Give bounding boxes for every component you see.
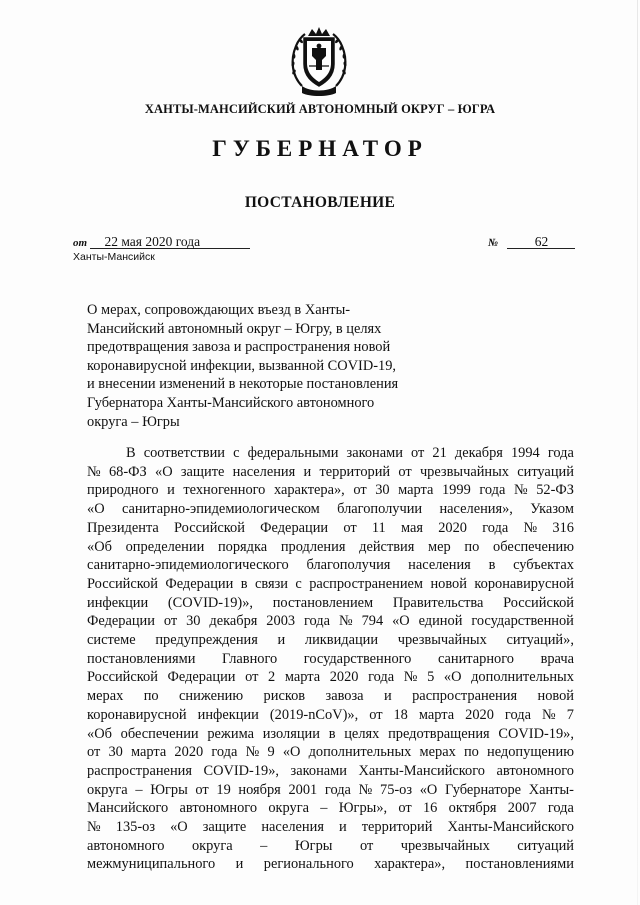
body-word: «О [170,819,188,836]
body-word: постановлением [272,594,374,611]
body-word: (COVID-19)», [167,594,254,611]
body-word: Югры», [338,800,388,817]
body-line [87,444,574,463]
body-word: режима [207,725,254,742]
body-line [87,519,574,538]
body-word: (2019-nCoV)», [269,706,359,723]
body-word: «О [155,463,173,480]
body-word: года [303,613,331,630]
decree-date-line [73,234,250,250]
body-word: марта [418,706,455,723]
body-word: и [235,856,244,873]
body-word: ноября [238,781,281,798]
body-line [87,650,574,669]
body-word: «О [87,501,105,518]
decree-date: 22 мая 2020 года [90,235,250,249]
body-line [87,538,574,557]
body-word: № [523,519,538,536]
body-word: COVID-19», [203,762,280,779]
body-word: 1994 [510,445,540,461]
body-word: 9 [267,744,275,761]
body-word: коронавирусной [474,575,574,592]
body-word: дополнительных [308,744,412,761]
body-word: 2020 [329,669,359,686]
body-word: защите [202,819,247,836]
body-line [87,781,574,800]
body-word: от [398,800,412,817]
body-word: продления [280,538,346,555]
body-word: Федерации [87,613,155,630]
body-word: территорий [319,463,391,480]
body-word: санитарно-эпидемиологического [87,557,289,574]
body-line [87,743,574,762]
number-prefix: № [488,237,499,249]
body-line [87,687,574,706]
body-word: 75-оз [380,781,413,798]
body-word: 68-ФЗ [108,463,147,480]
body-word: обеспечению [493,538,574,555]
body-word: № [87,463,101,480]
body-word: коронавирусной [87,706,187,723]
body-word: Федерации [167,669,236,686]
subject-line: и внесении изменений в некоторые постановления [87,376,399,393]
body-word: октября [448,800,497,817]
decree-city: Ханты-Мансийск [73,251,155,263]
body-word: единой [418,613,463,630]
body-word: благополучия [306,557,391,574]
body-word: 30 [375,482,390,499]
body-word: 30 [186,613,201,630]
body-word: 135-оз [115,819,156,836]
body-word: марта [284,669,321,686]
body-word: завоза [325,688,364,705]
body-word: № [245,744,260,761]
body-word: с [233,445,240,461]
body-line [87,855,574,874]
body-word: «О [443,669,462,686]
body-word: от [245,669,259,686]
body-word: законами [290,762,347,779]
body-word: населения», [439,501,513,518]
body-word: 2 [268,669,276,686]
subject-line: предотвращения завоза и распространения новой [87,339,391,356]
body-word: автономного [496,762,574,779]
body-line [87,463,574,482]
body-word: от [398,463,412,480]
body-word: рисков [263,688,306,705]
body-word: года [547,800,574,817]
body-word: санитарного [437,650,514,667]
body-word: обеспечении [120,725,199,742]
body-word: от [359,837,374,854]
body-word: года [211,744,238,761]
body-word: № [87,819,101,836]
body-word: 2007 [507,800,537,817]
body-word: благополучии [337,501,423,518]
body-word: от [163,613,178,630]
body-word: 1999 [441,482,471,499]
body-word: постановлениями [87,650,196,667]
body-word: по [143,688,159,705]
body-word: законами [346,445,403,461]
body-word: «О [392,613,410,630]
body-word: распространением [309,575,424,592]
body-word: ситуаций [517,837,574,854]
body-word: с [295,575,302,592]
body-word: населения [261,819,324,836]
body-word: № [541,706,556,723]
body-word: – [135,781,143,798]
body-word: В [126,445,136,461]
body-word: ситуаций», [506,632,574,649]
body-word: федеральными [247,445,339,461]
body-word: чрезвычайных [397,632,487,649]
body-word: 11 [371,519,386,536]
body-word: в [488,557,496,574]
body-word: 30 [108,744,123,761]
body-word: года [482,519,509,536]
body-line [87,762,574,781]
body-word: 7 [566,706,574,723]
body-word: года [547,445,574,461]
body-word: Федерации [165,575,234,592]
body-word: марта [398,482,434,499]
coat-of-arms-icon [288,26,350,98]
body-line [87,612,574,631]
body-word: в [240,575,248,592]
body-word: 2020 [174,744,204,761]
body-word: мер [428,538,451,555]
body-word: 316 [552,519,574,536]
body-word: года [324,781,351,798]
body-word: Федерации [260,519,329,536]
body-word: 16 [422,800,438,817]
body-word: декабря [209,613,258,630]
body-line [87,818,574,837]
body-word: изоляции [262,725,320,742]
body-word: 2003 [266,613,296,630]
body-word: от [87,744,101,761]
body-word: техногенного [183,482,266,499]
body-word: чрезвычайных [400,837,490,854]
body-word: мерах [419,744,456,761]
body-word: порядка [217,538,268,555]
body-word: Главного [221,650,278,667]
body-word: «Об [87,725,112,742]
body-word: «О [419,781,438,798]
body-word: характера», [374,856,446,873]
body-word: действия [359,538,415,555]
subject-line: округа – Югры [87,413,180,430]
body-word: населения [408,557,471,574]
body-word: 2020 [465,706,494,723]
body-word: 794 [361,613,384,630]
body-line [87,594,574,613]
body-word: округа [87,781,128,798]
body-word: целях [344,725,380,742]
body-word: № [513,482,528,499]
body-word: Мансийского [87,800,169,817]
body-word: Ханты-Мансийского [447,819,574,836]
body-word: «О [282,744,301,761]
body-line [87,837,574,856]
body-word: и [339,819,347,836]
body-word: Российской [87,575,158,592]
body-line [87,725,574,744]
body-word: недопущению [487,744,574,761]
body-line [87,799,574,818]
body-word: соответствии [143,445,226,461]
body-word: в [328,725,336,742]
body-word: Ханты- [528,781,574,798]
body-word: новой [430,575,467,592]
decree-number-line [488,234,575,250]
body-word: 2020 [438,519,467,536]
body-word: и [167,482,175,499]
body-word: новой [537,688,574,705]
body-word: и [303,463,312,480]
body-word: Указом [530,501,574,518]
decree-type-heading: ПОСТАНОВЛЕНИЕ [244,194,396,211]
body-word: от [411,445,425,461]
body-line [87,706,574,725]
date-prefix: от [73,237,88,249]
body-word: округа [268,800,309,817]
body-word: № [403,669,418,686]
body-word: 52-ФЗ [536,482,574,499]
body-word: распространения [87,762,192,779]
body-word: дополнительных [471,669,574,686]
governor-heading: ГУБЕРНАТОР [212,136,428,161]
body-word: снижению [179,688,244,705]
decree-body [87,444,574,874]
body-word: природного [87,482,159,499]
body-word: Губернаторе [444,781,522,798]
body-word: и [383,688,392,705]
body-word: межмуниципального [87,856,216,873]
body-word: от [195,781,209,798]
body-line [87,575,574,594]
body-word: от [353,482,367,499]
body-word: марта [131,744,167,761]
body-word: № [338,613,353,630]
body-word: Югры [294,837,333,854]
body-word: врача [540,650,574,667]
body-word: Ханты-Мансийского [358,762,485,779]
body-word: характера», [273,482,345,499]
subject-line: Губернатора Ханты-Мансийского автономного [87,394,375,411]
subject-line: О мерах, сопровождающих въезд в Ханты- [87,302,351,318]
body-word: защите [180,463,225,480]
body-word: года [479,482,506,499]
body-word: предотвращения [388,725,490,742]
scan-edge [637,0,638,905]
body-word: ликвидации [304,632,379,649]
subject-line: Мансийский автономный округ – Югру, в целях [87,320,382,337]
region-title: ХАНТЫ-МАНСИЙСКИЙ АВТОНОМНЫЙ ОКРУГ – ЮГРА [144,102,496,116]
body-word: ситуаций [517,463,574,480]
decree-subject [87,301,447,431]
body-line [87,631,574,650]
subject-line: коронавирусной инфекции, вызванной COVID-19, [87,357,397,374]
body-word: Российской [174,519,245,536]
body-word: Югры [150,781,188,798]
body-word: 18 [393,706,408,723]
body-word: 2001 [288,781,318,798]
body-word: населения [232,463,296,480]
body-word: распространения [412,688,518,705]
body-word: Российской [503,594,574,611]
body-word: связи [254,575,288,592]
body-word: регионального [263,856,354,873]
body-word: по [463,744,479,761]
decree-number: 62 [507,235,575,249]
body-line [87,556,574,575]
body-word: и [277,632,286,649]
body-word: мерах [87,688,124,705]
body-word: автономного [87,837,165,854]
body-word: года [368,669,395,686]
body-word: инфекции [87,594,149,611]
body-word: округа [191,837,233,854]
body-line [87,481,574,500]
body-word: 5 [427,669,435,686]
body-word: от [369,706,383,723]
body-word: декабря [454,445,503,461]
body-word: Правительства [392,594,484,611]
body-word: постановлениями [465,856,574,873]
body-word: Российской [87,669,158,686]
body-word: государственного [303,650,412,667]
body-word: территорий [361,819,433,836]
body-word: 19 [216,781,231,798]
body-word: – [260,837,268,854]
body-word: санитарно-эпидемиологическом [121,501,320,518]
body-word: системе [87,632,136,649]
body-line [87,500,574,519]
body-word: предупреждения [155,632,258,649]
body-word: автономного [179,800,258,817]
body-word: № [358,781,373,798]
body-word: «Об [87,538,112,555]
body-word: чрезвычайных [419,463,509,480]
body-word: по [464,538,480,555]
body-word: 21 [432,445,447,461]
body-word: года [504,706,531,723]
body-word: Президента [87,519,159,536]
body-word: – [320,800,328,817]
body-word: государственной [471,613,574,630]
body-word: определении [125,538,205,555]
body-word: инфекции [197,706,259,723]
body-word: субъектах [513,557,574,574]
body-word: мая [400,519,423,536]
body-word: от [343,519,357,536]
body-line [87,668,574,687]
body-word: COVID-19», [498,725,574,742]
